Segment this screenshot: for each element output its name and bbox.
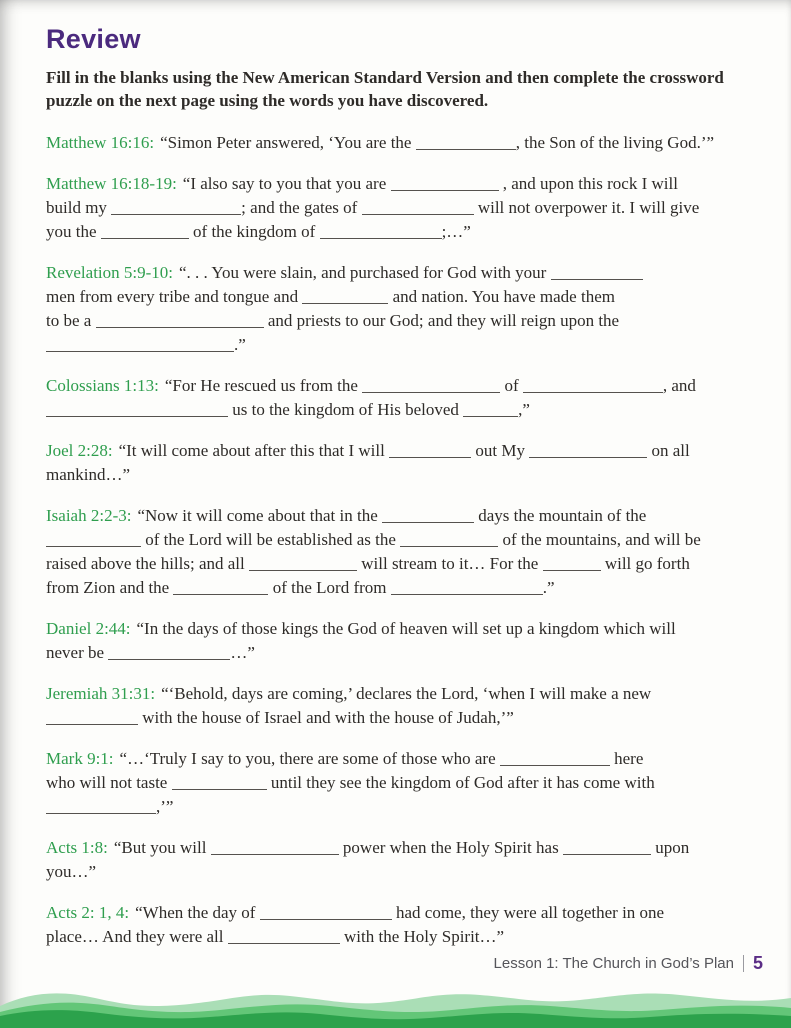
verse-text: of	[500, 376, 523, 395]
verse-text: on all	[647, 441, 690, 460]
verse-line	[46, 261, 747, 285]
fill-in-blank	[416, 137, 516, 150]
verse-text: from Zion and the	[46, 578, 174, 597]
verse-reference: Revelation 5:9-10:	[46, 263, 174, 282]
verse-text: ,’”	[156, 797, 174, 816]
fill-in-blank	[173, 582, 268, 595]
verse-text: “‘Behold, days are coming,’ declares the Lord, ‘when I will make a new	[161, 684, 652, 703]
verse-line	[46, 504, 747, 528]
verse-text: “When the day of	[135, 903, 260, 922]
verse-line	[46, 771, 747, 795]
verse-reference: Acts 1:8:	[46, 838, 108, 857]
fill-in-blank	[500, 753, 610, 766]
verse-reference: Matthew 16:18-19:	[46, 174, 177, 193]
verse-line	[46, 528, 747, 552]
verse-text: of the Lord will be established as the	[141, 530, 401, 549]
verse-text: “Simon Peter answered, ‘You are the	[160, 133, 416, 152]
verse-text: had come, they were all together in one	[391, 903, 665, 922]
verse-reference: Matthew 16:16:	[46, 133, 155, 152]
verse-line	[46, 795, 747, 819]
verse-text: .”	[542, 578, 555, 597]
verse-text: and priests to our God; and they will reign upon the	[263, 311, 620, 330]
verse-paragraph	[46, 504, 747, 600]
verse-text: of the mountains, and will be	[498, 530, 701, 549]
verse-line	[46, 747, 747, 771]
fill-in-blank	[46, 534, 141, 547]
verse-text: “In the days of those kings the God of heaven will set up a kingdom which will	[136, 619, 676, 638]
verse-text: “…‘Truly I say to you, there are some of those who are	[119, 749, 500, 768]
verse-line	[46, 220, 747, 244]
verse-reference: Joel 2:28:	[46, 441, 113, 460]
verse-text: “But you will	[113, 838, 211, 857]
verse-text: ;…”	[441, 222, 471, 241]
fill-in-blank	[391, 178, 499, 191]
page-footer	[494, 953, 763, 974]
verse-text: with the house of Israel and with the house of Judah,’”	[138, 708, 514, 727]
verse-line	[46, 309, 747, 333]
verse-text: you…”	[46, 862, 97, 881]
verse-text: “I also say to you that you are	[182, 174, 391, 193]
verse-line	[46, 576, 747, 600]
verse-line	[46, 463, 747, 487]
fill-in-blank	[260, 907, 392, 920]
verse-text: raised above the hills; and all	[46, 554, 249, 573]
verse-line	[46, 836, 747, 860]
fill-in-blank	[362, 202, 474, 215]
verse-text: ,”	[518, 400, 530, 419]
verse-text: days the mountain of the	[474, 506, 647, 525]
verse-paragraph	[46, 901, 747, 949]
verse-text: men from every tribe and tongue and	[46, 287, 303, 306]
verse-line	[46, 285, 747, 309]
verse-line	[46, 641, 747, 665]
verse-text: “It will come about after this that I will	[118, 441, 390, 460]
fill-in-blank	[211, 842, 339, 855]
verse-text: who will not taste	[46, 773, 172, 792]
verse-line	[46, 925, 747, 949]
verse-text: never be	[46, 643, 109, 662]
fill-in-blank	[46, 801, 156, 814]
verse-paragraph	[46, 617, 747, 665]
lesson-title: Lesson 1: The Church in God’s Plan	[493, 955, 734, 972]
fill-in-blank	[463, 404, 518, 417]
verse-reference: Acts 2: 1, 4:	[46, 903, 130, 922]
verse-reference: Daniel 2:44:	[46, 619, 131, 638]
verse-line	[46, 901, 747, 925]
verse-text: of the kingdom of	[188, 222, 320, 241]
verse-text: out My	[471, 441, 530, 460]
verse-reference: Jeremiah 31:31:	[46, 684, 156, 703]
verse-line	[46, 333, 747, 357]
verse-text: upon	[650, 838, 690, 857]
verse-reference: Colossians 1:13:	[46, 376, 159, 395]
verse-text: until they see the kingdom of God after it has come with	[266, 773, 655, 792]
fill-in-blank	[46, 712, 138, 725]
fill-in-blank	[382, 510, 474, 523]
green-hills-decoration-image	[0, 986, 791, 1028]
verse-line	[46, 682, 747, 706]
verse-text: place… And they were all	[46, 927, 228, 946]
fill-in-blank	[523, 380, 663, 393]
verse-line	[46, 552, 747, 576]
fill-in-blank	[362, 380, 500, 393]
verse-text: and nation. You have made them	[388, 287, 615, 306]
verse-text: , and upon this rock I will	[498, 174, 678, 193]
verse-text: will stream to it… For the	[357, 554, 543, 573]
verse-text: “Now it will come about that in the	[137, 506, 383, 525]
fill-in-blank	[96, 315, 264, 328]
fill-in-blank	[563, 842, 651, 855]
verse-text: …”	[230, 643, 255, 662]
verse-text: “For He rescued us from the	[164, 376, 363, 395]
fill-in-blank	[111, 202, 241, 215]
verse-text: will go forth	[600, 554, 690, 573]
fill-in-blank	[320, 226, 442, 239]
verses	[46, 131, 747, 949]
verse-line	[46, 172, 747, 196]
verse-text: , and	[662, 376, 696, 395]
verse-text: power when the Holy Spirit has	[338, 838, 563, 857]
verse-paragraph	[46, 131, 747, 155]
fill-in-blank	[391, 582, 543, 595]
verse-text: us to the kingdom of His beloved	[228, 400, 464, 419]
verse-text: here	[609, 749, 644, 768]
verse-reference: Isaiah 2:2-3:	[46, 506, 132, 525]
verse-text: mankind…”	[46, 465, 131, 484]
verse-line	[46, 398, 747, 422]
page-number: 5	[752, 953, 763, 973]
verse-line	[46, 439, 747, 463]
fill-in-blank	[172, 777, 267, 790]
verse-paragraph	[46, 374, 747, 422]
page-title: Review	[46, 24, 141, 54]
verse-line	[46, 617, 747, 641]
fill-in-blank	[46, 404, 228, 417]
verse-reference: Mark 9:1:	[46, 749, 114, 768]
verse-text: ; and the gates of	[241, 198, 362, 217]
verse-text: .”	[234, 335, 246, 354]
verse-paragraph	[46, 439, 747, 487]
verse-paragraph	[46, 261, 747, 357]
footer-divider	[743, 955, 744, 972]
fill-in-blank	[228, 931, 340, 944]
fill-in-blank	[389, 445, 471, 458]
verse-line	[46, 196, 747, 220]
verse-line	[46, 860, 747, 884]
verse-text: will not overpower it. I will give	[473, 198, 700, 217]
verse-paragraph	[46, 836, 747, 884]
fill-in-blank	[46, 339, 234, 352]
verse-text: of the Lord from	[268, 578, 391, 597]
fill-in-blank	[543, 558, 601, 571]
fill-in-blank	[529, 445, 647, 458]
fill-in-blank	[400, 534, 498, 547]
verse-text: , the Son of the living God.’”	[515, 133, 715, 152]
verse-line	[46, 706, 747, 730]
verse-text: to be a	[46, 311, 96, 330]
fill-in-blank	[551, 267, 643, 280]
verse-paragraph	[46, 172, 747, 244]
verse-text: build my	[46, 198, 112, 217]
verse-paragraph	[46, 747, 747, 819]
verse-line	[46, 131, 747, 155]
verse-text: you the	[46, 222, 101, 241]
instructions-text: Fill in the blanks using the New American Standard Version and then complete the crossword puzzle on the next page using the words you have discovered.	[46, 68, 724, 110]
verse-text: with the Holy Spirit…”	[339, 927, 505, 946]
fill-in-blank	[101, 226, 189, 239]
verse-paragraph	[46, 682, 747, 730]
fill-in-blank	[108, 647, 230, 660]
fill-in-blank	[249, 558, 357, 571]
fill-in-blank	[302, 291, 388, 304]
verse-line	[46, 374, 747, 398]
verse-text: “. . . You were slain, and purchased for God with your	[179, 263, 551, 282]
